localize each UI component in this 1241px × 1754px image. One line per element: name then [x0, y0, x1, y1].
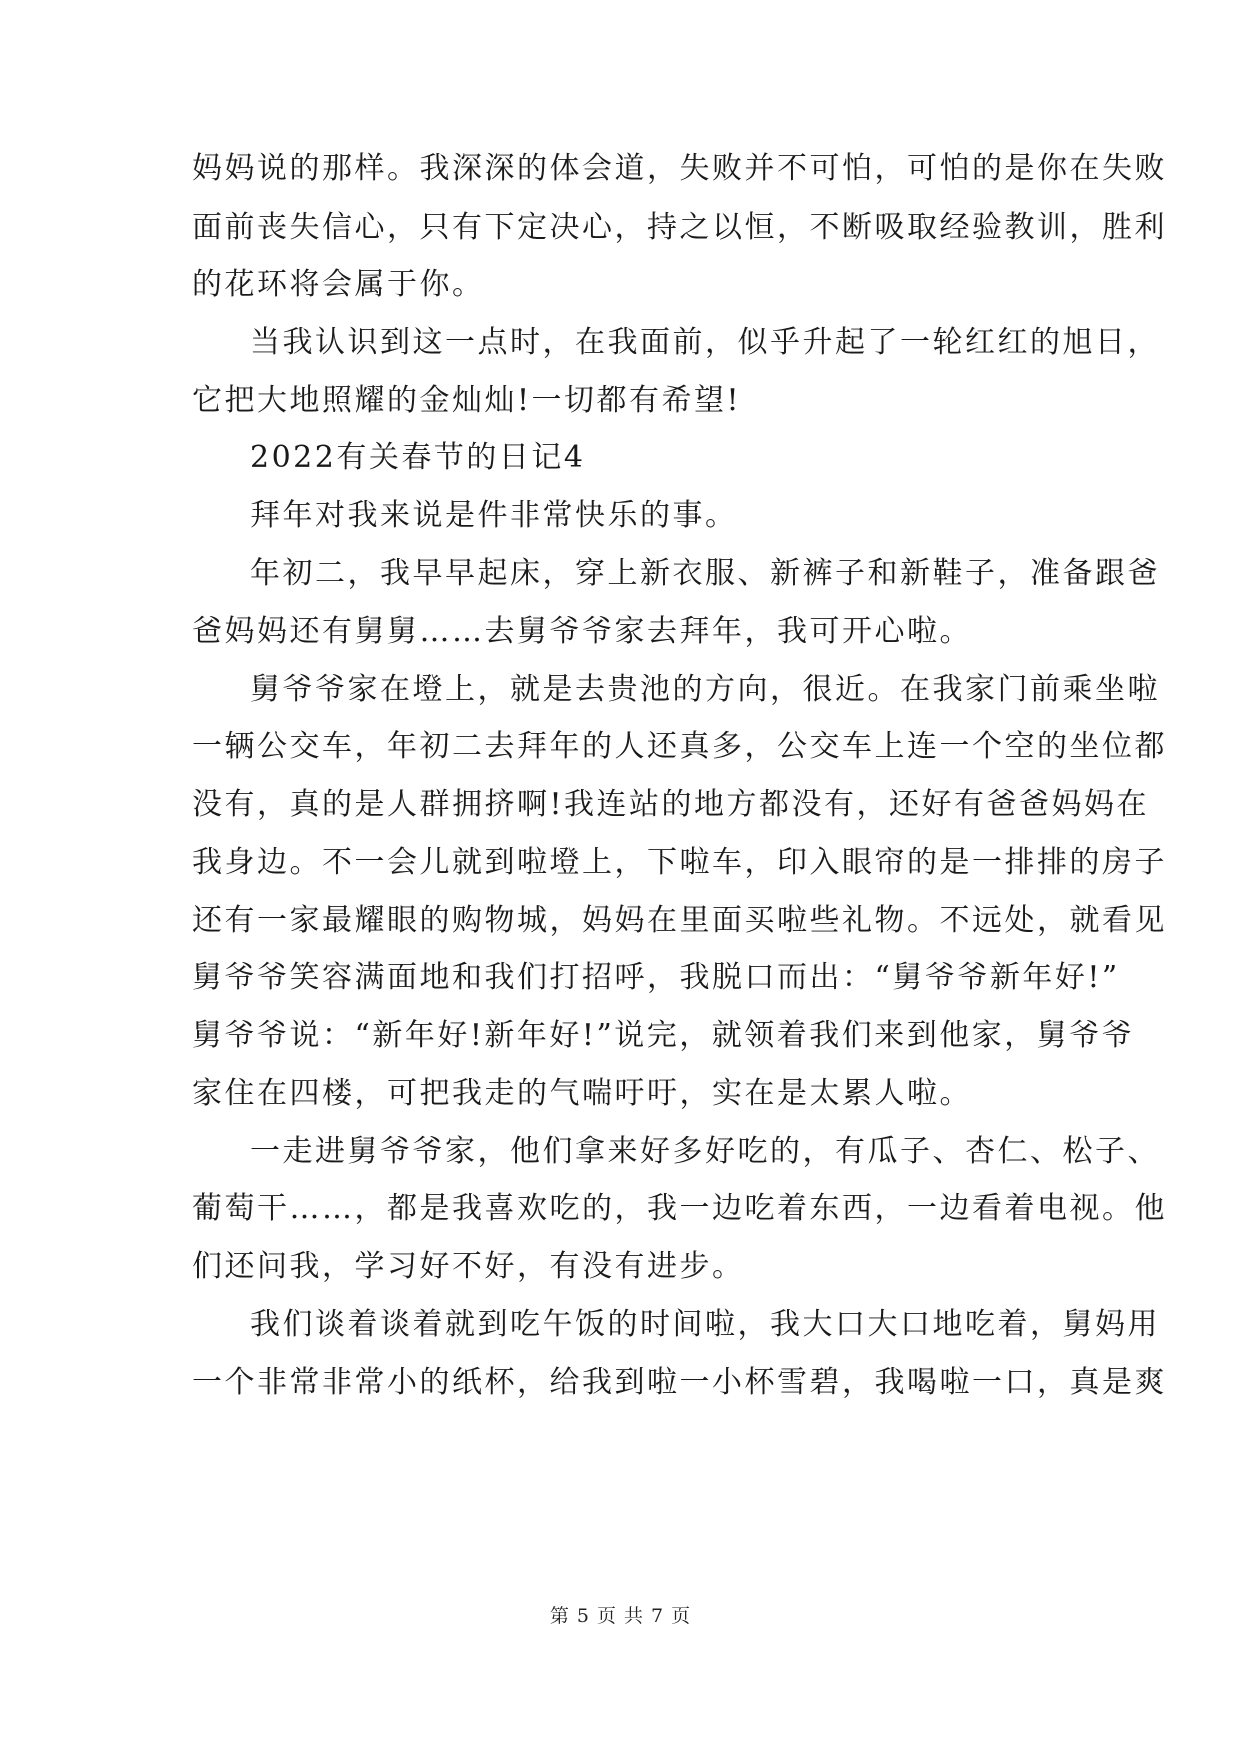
- text-line: 拜年对我来说是件非常快乐的事。: [250, 498, 738, 533]
- text-line: 家住在四楼，可把我走的气喘吁吁，实在是太累人啦。: [192, 1076, 972, 1111]
- text-line: 它把大地照耀的金灿灿!一切都有希望!: [192, 383, 742, 418]
- text-line: 舅爷爷说：“新年好!新年好!”说完，就领着我们来到他家，舅爷爷: [192, 1018, 1135, 1053]
- text-line: 一个非常非常小的纸杯，给我到啦一小杯雪碧，我喝啦一口，真是爽: [192, 1365, 1167, 1400]
- text-line: 爸妈妈还有舅舅……去舅爷爷家去拜年，我可开心啦。: [192, 614, 972, 649]
- text-line: 面前丧失信心，只有下定决心，持之以恒，不断吸取经验教训，胜利: [192, 210, 1167, 245]
- text-line: 的花环将会属于你。: [192, 267, 485, 302]
- text-line: 我身边。不一会儿就到啦墱上，下啦车，印入眼帘的是一排排的房子: [192, 845, 1167, 880]
- text-line: 舅爷爷家在墱上，就是去贵池的方向，很近。在我家门前乘坐啦: [250, 672, 1160, 707]
- section-heading: 2022有关春节的日记4: [250, 440, 586, 475]
- text-line: 没有，真的是人群拥挤啊!我连站的地方都没有，还好有爸爸妈妈在: [192, 787, 1150, 822]
- text-line: 妈妈说的那样。我深深的体会道，失败并不可怕，可怕的是你在失败: [192, 151, 1167, 186]
- page-footer: 第 5 页 共 7 页: [549, 1605, 692, 1627]
- text-line: 当我认识到这一点时，在我面前，似乎升起了一轮红红的旭日，: [250, 325, 1160, 360]
- text-line: 一辆公交车，年初二去拜年的人还真多，公交车上连一个空的坐位都: [192, 729, 1167, 764]
- text-line: 们还问我，学习好不好，有没有进步。: [192, 1249, 745, 1284]
- text-line: 一走进舅爷爷家，他们拿来好多好吃的，有瓜子、杏仁、松子、: [250, 1134, 1160, 1169]
- text-line: 还有一家最耀眼的购物城，妈妈在里面买啦些礼物。不远处，就看见: [192, 903, 1167, 938]
- text-line: 舅爷爷笑容满面地和我们打招呼，我脱口而出：“舅爷爷新年好!”: [192, 960, 1120, 995]
- text-line: 葡萄干……，都是我喜欢吃的，我一边吃着东西，一边看着电视。他: [192, 1191, 1167, 1226]
- text-line: 年初二，我早早起床，穿上新衣服、新裤子和新鞋子，准备跟爸: [250, 556, 1160, 591]
- text-line: 我们谈着谈着就到吃午饭的时间啦，我大口大口地吃着，舅妈用: [250, 1307, 1160, 1342]
